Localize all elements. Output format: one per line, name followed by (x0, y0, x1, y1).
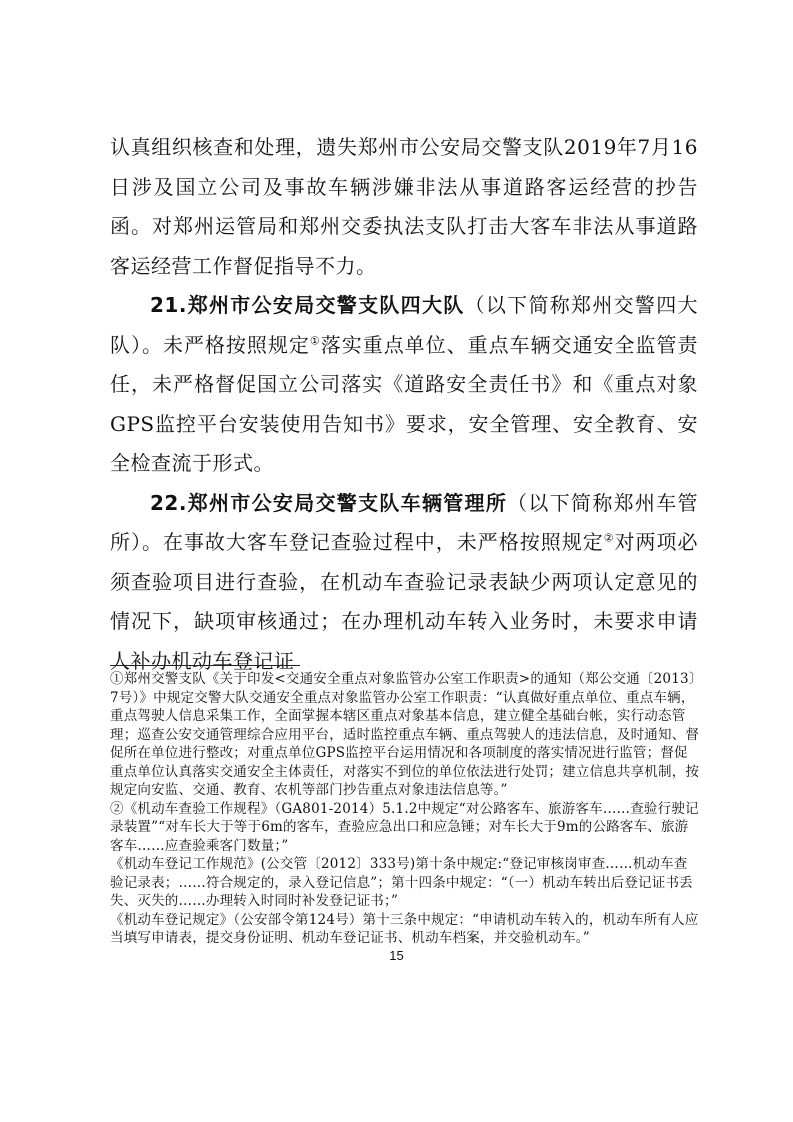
paragraph-item-21 (110, 286, 698, 484)
item-heading: 21.郑州市公安局交警支队四大队 (150, 293, 465, 317)
footnote: ①郑州交警支队《关于印发<交通安全重点对象监管办公室工作职责>的通知（郑公交通〔2013〕7号）》中规定交警大队交通安全重点对象监管办公室工作职责：“认真做好重点单位、重点车辆，重点驾驶人信息采集工作，全面掌握本辖区重点对象基本信息，建立健全基础台帐，实行动态管理；巡查公安交通管理综合应用平台，适时监控重点车辆、重点驾驶人的违法信息，及时通知、督促所在单位进行整改；对重点单位GPS监控平台运用情况和各项制度的落实情况进行监管；督促重点单位认真落实交通安全主体责任，对落实不到位的单位依法进行处罚；建立信息共享机制，按规定向安监、交通、教育、农机等部门抄告重点对象违法信息等。” (110, 671, 700, 798)
footnotes (110, 670, 700, 948)
paragraph-continued (110, 128, 698, 286)
body-text (110, 128, 698, 681)
paragraph-text: 对两项必须查验项目进行查验，在机动车查验记录表缺少两项认定意见的情况下，缺项审核通过；在办理机动车转入业务时，未要求申请人补办机动车登记证 (110, 530, 699, 673)
paragraph-text: （以下简称郑州交警四大队）。未严格按照规定 (110, 293, 699, 357)
page-number: 15 (389, 948, 404, 963)
paragraph-text: （以下简称郑州车管所）。在事故大客车登记查验过程中，未严格按照规定 (110, 490, 698, 554)
footnote: 《机动车登记规定》（公安部令第124号）第十三条中规定：“申请机动车转入的，机动车所有人应当填写申请表，提交身份证明、机动车登记证书、机动车档案，并交验机动车。” (110, 911, 699, 946)
footnote: 《机动车登记工作规范》(公交管〔2012〕333号)第十条中规定:“登记审核岗审查……机动车查验记录表；……符合规定的，录入登记信息”；第十四条中规定：“（一）机动车转出后登记证书丢失、灭失的……办理转入时同时补发登记证书；” (110, 856, 693, 909)
footnote-divider (110, 665, 300, 666)
footnote-ref: ① (309, 333, 321, 347)
paragraph-text: 落实重点单位、重点车辆交通安全监管责任，未严格督促国立公司落实《道路安全责任书》和《重点对象GPS监控平台安装使用告知书》要求，安全管理、安全教育、安全检查流于形式。 (110, 332, 699, 475)
paragraph-text: 认真组织核查和处理，遗失郑州市公安局交警支队2019年7月16日涉及国立公司及事故车辆涉嫌非法从事道路客运经营的抄告函。对郑州运管局和郑州交委执法支队打击大客车非法从事道路客运经营工作督促指导不力。 (110, 135, 698, 278)
footnote-ref: ② (603, 531, 615, 545)
footnote: ②《机动车查验工作规程》（GA801-2014）5.1.2中规定“对公路客车、旅游客车……查验行驶记录装置”“对车长大于等于6m的客车，查验应急出口和应急锤；对车长大于9m的公路客车、旅游客车……应查验乘客门数量；” (110, 800, 699, 854)
paragraph-item-22 (110, 484, 698, 682)
item-heading: 22.郑州市公安局交警支队车辆管理所 (150, 490, 508, 515)
